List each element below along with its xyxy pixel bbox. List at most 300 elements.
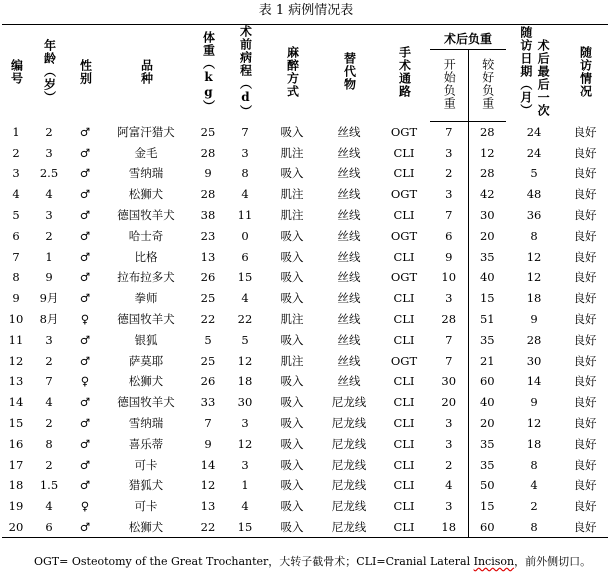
cell-substitute: 丝线 — [337, 270, 361, 285]
cell-preop-course: 11 — [237, 208, 253, 223]
cell-load-good: 60 — [479, 374, 495, 389]
cell-substitute: 丝线 — [337, 166, 361, 181]
cell-age: 8 — [45, 436, 53, 451]
footnote-cli-text: =Cranial Lateral — [376, 555, 474, 568]
table-row — [2, 121, 608, 142]
cell-breed: 比格 — [134, 249, 158, 264]
cell-breed: 德国牧羊犬 — [117, 208, 175, 223]
cell-breed: 雪纳瑞 — [128, 416, 164, 431]
cell-sex: ♂ — [79, 208, 91, 223]
cell-substitute: 尼龙线 — [331, 457, 367, 472]
cell-id: 3 — [12, 166, 20, 181]
cell-followup-status: 良好 — [573, 478, 597, 493]
table-row — [2, 475, 608, 496]
cell-approach: OGT — [390, 228, 418, 243]
cell-last-followup: 4 — [530, 478, 538, 493]
cell-sex: ♂ — [79, 291, 91, 306]
cell-load-start: 3 — [430, 413, 468, 434]
cell-approach: CLI — [393, 478, 415, 493]
cell-id: 10 — [8, 312, 24, 327]
cell-approach: CLI — [393, 249, 415, 264]
cell-preop-course: 4 — [241, 291, 249, 306]
cell-followup-status: 良好 — [573, 332, 597, 347]
cell-load-good: 60 — [468, 517, 506, 538]
cell-id: 14 — [8, 395, 24, 410]
footnote-ogt-abbr: OGT — [34, 555, 60, 568]
footnote-cli-text-end: ，前外侧切口。 — [514, 555, 592, 568]
cell-approach: CLI — [393, 312, 415, 327]
cell-id: 17 — [8, 457, 24, 472]
cell-load-good: 35 — [479, 332, 495, 347]
cell-last-followup: 24 — [526, 124, 542, 139]
cell-id: 12 — [8, 353, 24, 368]
cell-load-good: 42 — [479, 187, 495, 202]
header-approach: 手术通路 — [378, 25, 430, 122]
table-row — [2, 496, 608, 517]
cell-preop-course: 3 — [241, 416, 249, 431]
cell-id: 18 — [8, 478, 24, 493]
cell-approach: CLI — [393, 499, 415, 514]
cell-preop-course: 12 — [237, 353, 253, 368]
cell-followup-status: 良好 — [573, 166, 597, 181]
cell-followup-status: 良好 — [573, 499, 597, 514]
table-row — [2, 142, 608, 163]
cell-followup-status: 良好 — [573, 270, 597, 285]
cell-sex: ♀ — [80, 374, 90, 389]
cell-sex: ♂ — [79, 187, 91, 202]
cell-sex: ♂ — [79, 353, 91, 368]
cell-substitute: 尼龙线 — [331, 436, 367, 451]
header-load-good: 较好负重 — [468, 50, 506, 122]
cell-load-good: 35 — [479, 436, 495, 451]
cell-id: 2 — [12, 145, 20, 160]
table-row — [2, 350, 608, 371]
cell-age: 6 — [30, 517, 68, 538]
cell-approach: CLI — [393, 395, 415, 410]
cell-sex: ♂ — [79, 249, 91, 264]
cell-preop-course: 1 — [241, 478, 249, 493]
cell-weight: 13 — [200, 499, 216, 514]
cell-age: 4 — [45, 499, 53, 514]
cell-load-good: 20 — [479, 228, 495, 243]
cell-substitute: 丝线 — [337, 353, 361, 368]
cell-anesthesia: 吸入 — [280, 291, 304, 306]
cell-preop-course: 7 — [241, 124, 249, 139]
cell-age: 3 — [45, 145, 53, 160]
cell-id: 8 — [12, 270, 20, 285]
cell-sex: ♂ — [79, 395, 91, 410]
cell-anesthesia: 吸入 — [280, 436, 304, 451]
cell-load-start: 7 — [430, 121, 468, 142]
cell-load-start: 18 — [430, 517, 468, 538]
cell-weight: 26 — [200, 270, 216, 285]
cell-followup-status: 良好 — [573, 145, 597, 160]
header-age: 年龄（岁） — [30, 25, 68, 122]
cell-sex: ♂ — [79, 145, 91, 160]
cell-sex: ♀ — [80, 312, 90, 327]
cell-anesthesia: 肌注 — [280, 353, 304, 368]
cell-breed: 可卡 — [134, 457, 158, 472]
cell-sex: ♂ — [79, 124, 91, 139]
cell-preop-course: 18 — [237, 374, 253, 389]
cell-breed: 阿富汗猎犬 — [117, 124, 175, 139]
cell-sex: ♂ — [79, 416, 91, 431]
table-body — [2, 121, 608, 538]
cell-anesthesia: 吸入 — [280, 478, 304, 493]
cell-anesthesia: 肌注 — [280, 208, 304, 223]
cell-substitute: 丝线 — [337, 228, 361, 243]
cell-preop-course: 8 — [241, 166, 249, 181]
cell-id: 13 — [8, 374, 24, 389]
cell-load-good: 15 — [479, 499, 495, 514]
cell-approach: OGT — [390, 270, 418, 285]
cell-load-start: 9 — [430, 246, 468, 267]
header-followup-period: 随访日期（月） — [518, 26, 533, 117]
header-followup-status: 随访情况 — [562, 25, 608, 122]
cell-weight: 38 — [200, 208, 216, 223]
cell-load-good: 30 — [479, 208, 495, 223]
cell-id: 6 — [12, 228, 20, 243]
cell-load-start: 10 — [430, 267, 468, 288]
cell-age: 4 — [45, 395, 53, 410]
cell-substitute: 尼龙线 — [331, 499, 367, 514]
cell-load-start: 2 — [430, 454, 468, 475]
header-last-followup: 术后最后一次 — [536, 39, 551, 117]
table-row — [2, 267, 608, 288]
header-anesthesia: 麻醉方式 — [264, 25, 320, 122]
cell-breed: 可卡 — [134, 499, 158, 514]
cell-weight: 9 — [204, 166, 212, 181]
cell-anesthesia: 吸入 — [280, 416, 304, 431]
cell-last-followup: 28 — [526, 332, 542, 347]
table-row — [2, 454, 608, 475]
cell-breed: 哈士奇 — [128, 228, 164, 243]
cell-breed: 松狮犬 — [128, 374, 164, 389]
cell-weight: 23 — [200, 228, 216, 243]
cell-sex: ♂ — [79, 478, 91, 493]
cell-load-start: 7 — [430, 205, 468, 226]
cell-anesthesia: 吸入 — [280, 457, 304, 472]
cell-breed: 猎狐犬 — [128, 478, 164, 493]
cell-substitute: 丝线 — [337, 312, 361, 327]
cell-sex: ♂ — [79, 457, 91, 472]
cell-followup-status: 良好 — [573, 291, 597, 306]
header-weight: 体重（kg） — [190, 25, 226, 122]
cell-breed: 喜乐蒂 — [128, 436, 164, 451]
cell-id: 9 — [12, 291, 20, 306]
table-row — [2, 433, 608, 454]
header-sex: 性别 — [68, 25, 102, 122]
cell-breed: 拉布拉多犬 — [117, 270, 175, 285]
cell-load-start: 3 — [430, 433, 468, 454]
cell-breed: 松狮犬 — [102, 517, 190, 538]
cell-id: 19 — [8, 499, 24, 514]
cell-followup-status: 良好 — [573, 228, 597, 243]
cell-preop-course: 12 — [237, 436, 253, 451]
cell-age: 4 — [45, 187, 53, 202]
cell-load-start: 2 — [430, 163, 468, 184]
cell-last-followup: 2 — [530, 499, 538, 514]
cell-age: 2 — [45, 457, 53, 472]
cell-breed: 金毛 — [134, 145, 158, 160]
cell-sex: ♀ — [80, 499, 90, 514]
cell-substitute: 尼龙线 — [331, 416, 367, 431]
cell-id: 15 — [8, 416, 24, 431]
cell-sex: ♂ — [79, 436, 91, 451]
cell-load-start: 3 — [430, 184, 468, 205]
cell-age: 9 — [45, 270, 53, 285]
cell-substitute: 丝线 — [337, 187, 361, 202]
cell-approach: CLI — [393, 457, 415, 472]
cell-preop-course: 3 — [241, 457, 249, 472]
cell-anesthesia: 吸入 — [280, 124, 304, 139]
cell-load-good: 35 — [479, 457, 495, 472]
cell-approach: OGT — [390, 187, 418, 202]
cell-followup-status: 良好 — [573, 436, 597, 451]
cell-followup-status: 良好 — [562, 517, 608, 538]
cell-substitute: 丝线 — [337, 332, 361, 347]
cell-followup-status: 良好 — [573, 124, 597, 139]
cell-id: 16 — [8, 436, 24, 451]
table-row — [2, 246, 608, 267]
footnote-ogt-text: = Osteotomy of the Great Trochanter，大转子截骨术； — [59, 555, 357, 568]
cell-age: 3 — [45, 208, 53, 223]
cell-last-followup: 18 — [526, 291, 542, 306]
table-row — [2, 225, 608, 246]
cell-anesthesia: 肌注 — [280, 145, 304, 160]
cell-last-followup: 12 — [526, 416, 542, 431]
cell-weight: 25 — [200, 353, 216, 368]
table-row — [2, 205, 608, 226]
cell-approach: CLI — [393, 145, 415, 160]
table-row — [2, 288, 608, 309]
footnote — [34, 554, 591, 570]
cell-followup-status: 良好 — [573, 416, 597, 431]
cell-substitute: 丝线 — [337, 291, 361, 306]
cell-approach: OGT — [390, 124, 418, 139]
cell-followup-status: 良好 — [573, 312, 597, 327]
cell-followup-status: 良好 — [573, 208, 597, 223]
cell-age: 1 — [45, 249, 53, 264]
cell-followup-status: 良好 — [573, 374, 597, 389]
table-row — [2, 163, 608, 184]
cell-sex: ♂ — [79, 332, 91, 347]
cell-load-good: 20 — [479, 416, 495, 431]
cell-load-start: 4 — [430, 475, 468, 496]
cell-anesthesia: 肌注 — [280, 187, 304, 202]
case-table — [2, 24, 608, 538]
cell-preop-course: 6 — [241, 249, 249, 264]
cell-age: 1.5 — [39, 478, 59, 493]
header-load-start: 开始负重 — [430, 50, 468, 122]
cell-age: 2.5 — [39, 166, 59, 181]
cell-load-start: 6 — [430, 225, 468, 246]
cell-last-followup: 12 — [526, 270, 542, 285]
cell-approach: CLI — [393, 416, 415, 431]
table-row — [2, 184, 608, 205]
cell-load-start: 7 — [430, 329, 468, 350]
cell-last-followup: 12 — [526, 249, 542, 264]
cell-load-start: 3 — [430, 288, 468, 309]
cell-preop-course: 15 — [226, 517, 264, 538]
table-row — [2, 329, 608, 350]
cell-load-good: 12 — [479, 145, 495, 160]
cell-approach: OGT — [390, 353, 418, 368]
cell-substitute: 丝线 — [337, 249, 361, 264]
cell-weight: 26 — [200, 374, 216, 389]
cell-last-followup: 9 — [530, 312, 538, 327]
header-id: 编号 — [2, 25, 30, 122]
cell-breed: 德国牧羊犬 — [117, 395, 175, 410]
cell-followup-status: 良好 — [573, 187, 597, 202]
cell-anesthesia: 吸入 — [280, 374, 304, 389]
cell-load-start: 3 — [430, 496, 468, 517]
cell-id: 7 — [12, 249, 20, 264]
cell-load-good: 28 — [479, 124, 495, 139]
cell-weight: 13 — [200, 249, 216, 264]
cell-last-followup: 8 — [506, 517, 562, 538]
header-breed: 品种 — [102, 25, 190, 122]
cell-weight: 22 — [190, 517, 226, 538]
cell-approach: CLI — [393, 291, 415, 306]
cell-age: 2 — [45, 124, 53, 139]
cell-weight: 12 — [200, 478, 216, 493]
cell-sex: ♂ — [79, 166, 91, 181]
cell-substitute: 尼龙线 — [320, 517, 378, 538]
cell-load-start: 28 — [430, 309, 468, 330]
cell-breed: 松狮犬 — [128, 187, 164, 202]
cell-last-followup: 30 — [526, 353, 542, 368]
cell-followup-status: 良好 — [573, 457, 597, 472]
header-preop-course: 术前病程（d） — [226, 25, 264, 122]
cell-load-good: 35 — [479, 249, 495, 264]
cell-id: 1 — [12, 124, 20, 139]
cell-age: 7 — [45, 374, 53, 389]
cell-substitute: 尼龙线 — [331, 478, 367, 493]
cell-age: 2 — [45, 353, 53, 368]
cell-load-good: 40 — [479, 270, 495, 285]
cell-age: 3 — [45, 332, 53, 347]
cell-anesthesia: 吸入 — [280, 499, 304, 514]
table-row — [2, 517, 608, 538]
cell-load-good: 15 — [479, 291, 495, 306]
cell-last-followup: 36 — [526, 208, 542, 223]
cell-last-followup: 48 — [526, 187, 542, 202]
cell-id: 20 — [2, 517, 30, 538]
cell-weight: 14 — [200, 457, 216, 472]
cell-followup-status: 良好 — [573, 353, 597, 368]
cell-last-followup: 18 — [526, 436, 542, 451]
cell-preop-course: 5 — [241, 332, 249, 347]
table-row — [2, 413, 608, 434]
cell-load-good: 40 — [479, 395, 495, 410]
cell-preop-course: 4 — [241, 187, 249, 202]
cell-id: 11 — [8, 332, 24, 347]
cell-breed: 雪纳瑞 — [128, 166, 164, 181]
cell-weight: 5 — [204, 332, 212, 347]
cell-load-good: 50 — [479, 478, 495, 493]
cell-breed: 银狐 — [134, 332, 158, 347]
cell-load-good: 28 — [479, 166, 495, 181]
cell-anesthesia: 吸入 — [280, 332, 304, 347]
footnote-cli-misspelled: Incison — [473, 555, 515, 568]
cell-anesthesia: 吸入 — [264, 517, 320, 538]
cell-substitute: 丝线 — [337, 145, 361, 160]
cell-last-followup: 24 — [526, 145, 542, 160]
cell-breed: 德国牧羊犬 — [117, 312, 175, 327]
cell-followup-status: 良好 — [573, 395, 597, 410]
cell-anesthesia: 肌注 — [280, 312, 304, 327]
cell-preop-course: 3 — [241, 145, 249, 160]
cell-weight: 9 — [204, 436, 212, 451]
cell-sex: ♂ — [68, 517, 102, 538]
footnote-cli-abbr: CLI — [356, 555, 377, 568]
cell-approach: CLI — [393, 374, 415, 389]
table-title: 表 1 病例情况表 — [258, 3, 354, 18]
cell-last-followup: 9 — [530, 395, 538, 410]
table-row — [2, 392, 608, 413]
cell-approach: CLI — [378, 517, 430, 538]
cell-load-good: 21 — [479, 353, 495, 368]
cell-anesthesia: 吸入 — [280, 166, 304, 181]
cell-weight: 25 — [200, 124, 216, 139]
cell-breed: 萨莫耶 — [128, 353, 164, 368]
cell-anesthesia: 吸入 — [280, 395, 304, 410]
cell-weight: 28 — [200, 187, 216, 202]
header-postop-load: 术后负重 — [430, 25, 506, 50]
cell-load-start: 30 — [430, 371, 468, 392]
cell-sex: ♂ — [79, 270, 91, 285]
table-header — [2, 25, 608, 122]
header-followup — [506, 25, 562, 122]
cell-approach: CLI — [393, 208, 415, 223]
cell-anesthesia: 吸入 — [280, 228, 304, 243]
cell-weight: 33 — [200, 395, 216, 410]
cell-approach: CLI — [393, 332, 415, 347]
cell-approach: CLI — [393, 166, 415, 181]
cell-age: 9月 — [39, 291, 59, 306]
cell-substitute: 丝线 — [337, 124, 361, 139]
cell-last-followup: 8 — [530, 457, 538, 472]
cell-weight: 25 — [200, 291, 216, 306]
cell-anesthesia: 吸入 — [280, 249, 304, 264]
cell-substitute: 丝线 — [337, 374, 361, 389]
cell-last-followup: 5 — [530, 166, 538, 181]
cell-last-followup: 8 — [530, 228, 538, 243]
table-row — [2, 371, 608, 392]
cell-id: 5 — [12, 208, 20, 223]
cell-substitute: 尼龙线 — [331, 395, 367, 410]
table-row — [2, 309, 608, 330]
cell-load-good: 51 — [479, 312, 495, 327]
cell-preop-course: 22 — [237, 312, 253, 327]
cell-preop-course: 15 — [237, 270, 253, 285]
cell-weight: 22 — [200, 312, 216, 327]
cell-preop-course: 4 — [241, 499, 249, 514]
cell-id: 4 — [12, 187, 20, 202]
cell-weight: 7 — [204, 416, 212, 431]
cell-substitute: 丝线 — [337, 208, 361, 223]
cell-load-start: 7 — [430, 350, 468, 371]
cell-age: 8月 — [39, 312, 59, 327]
cell-load-start: 3 — [430, 142, 468, 163]
cell-load-start: 20 — [430, 392, 468, 413]
cell-anesthesia: 吸入 — [280, 270, 304, 285]
cell-weight: 28 — [200, 145, 216, 160]
cell-approach: CLI — [393, 436, 415, 451]
cell-preop-course: 0 — [241, 228, 249, 243]
cell-sex: ♂ — [79, 228, 91, 243]
